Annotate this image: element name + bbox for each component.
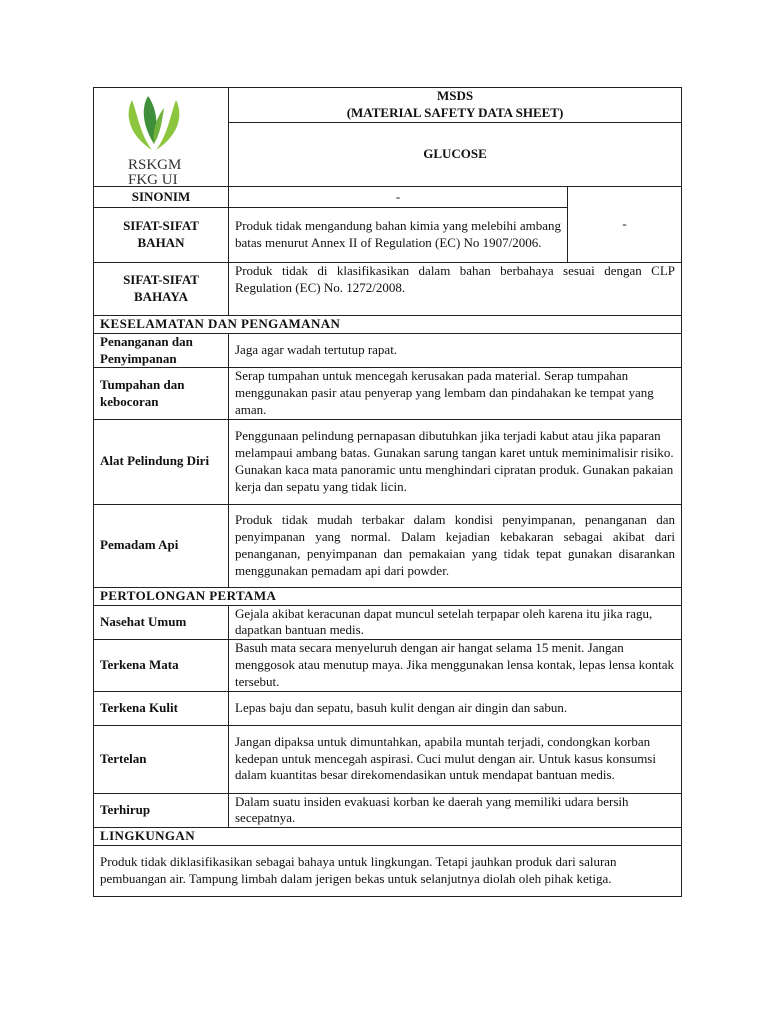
sinonim-value: - <box>229 187 568 208</box>
pemadam-api-label: Pemadam Api <box>94 504 229 587</box>
pertolongan-section-title: PERTOLONGAN PERTAMA <box>94 587 682 605</box>
terkena-mata-label: Terkena Mata <box>94 640 229 691</box>
sifat-bahan-value: Produk tidak mengandung bahan kimia yang melebihi ambang batas menurut Annex II of Regulation (EC) No 1907/2006. <box>229 208 568 263</box>
lingkungan-value: Produk tidak diklasifikasikan sebagai bahaya untuk lingkungan. Tetapi jauhkan produk dari saluran pembuangan air. Tampung limbah dalam jerigen bekas untuk selanjutnya diolah oleh pihak ketiga. <box>94 845 682 896</box>
tertelan-label: Tertelan <box>94 725 229 793</box>
terkena-kulit-label: Terkena Kulit <box>94 691 229 725</box>
logo-text <box>128 158 181 187</box>
sifat-bahaya-value: Produk tidak di klasifikasikan dalam bahan berbahaya sesuai dengan CLP Regulation (EC) No. 1272/2008. <box>229 263 682 316</box>
sifat-bahan-extra: - <box>568 187 682 263</box>
terkena-kulit-value: Lepas baju dan sepatu, basuh kulit dengan air dingin dan sabun. <box>229 691 682 725</box>
sinonim-label: SINONIM <box>94 187 229 208</box>
tumpahan-label: Tumpahan dan kebocoran <box>94 368 229 419</box>
product-name: GLUCOSE <box>229 123 682 187</box>
msds-title: MSDS <box>436 88 474 104</box>
msds-title-cell <box>229 88 682 123</box>
sifat-bahaya-label: SIFAT-SIFAT BAHAYA <box>94 263 229 316</box>
alat-pelindung-value: Penggunaan pelindung pernapasan dibutuhkan jika terjadi kabut atau jika paparan melampaui ambang batas. Gunakan sarung tangan karet untuk meminimalisir risiko. Gunakan kaca mata panoramic untu menghindari cipratan produk. Gunakan pakaian kerja dan sepatu yang tidak licin. <box>229 419 682 504</box>
penanganan-label: Penanganan dan Penyimpanan <box>94 333 229 368</box>
lingkungan-section-title: LINGKUNGAN <box>94 828 682 846</box>
nasehat-umum-label: Nasehat Umum <box>94 605 229 640</box>
keselamatan-section-title: KESELAMATAN DAN PENGAMANAN <box>94 316 682 334</box>
logo-cell <box>94 88 229 187</box>
terkena-mata-value: Basuh mata secara menyeluruh dengan air hangat selama 15 menit. Jangan menggosok atau menutup maya. Jika menggunakan lensa kontak, lepas lensa kontak tersebut. <box>229 640 682 691</box>
logo-line1: RSKGM <box>128 157 182 173</box>
sifat-bahan-label: SIFAT-SIFAT BAHAN <box>94 208 229 263</box>
alat-pelindung-label: Alat Pelindung Diri <box>94 419 229 504</box>
tumpahan-value: Serap tumpahan untuk mencegah kerusakan pada material. Serap tumpahan menggunakan pasir atau penyerap yang lembam dan pindahakan ke tempat yang aman. <box>229 368 682 419</box>
msds-subtitle: (MATERIAL SAFETY DATA SHEET) <box>346 105 564 120</box>
pemadam-api-value: Produk tidak mudah terbakar dalam kondisi penyimpanan, penanganan dan penyimpanan yang normal. Dalam kejadian kebakaran sebagai akibat dari penanganan, penyimpanan dan pemakaian yang tidak tepat gunakan disarankan menggunakan pemadam api dari powder. <box>229 504 682 587</box>
logo-line2: FKG UI <box>128 172 178 187</box>
rskgm-leaf-logo-icon <box>118 92 190 158</box>
terhirup-value: Dalam suatu insiden evakuasi korban ke daerah yang memiliki udara bersih secepatnya. <box>229 793 682 828</box>
nasehat-umum-value: Gejala akibat keracunan dapat muncul setelah terpapar oleh karena itu jika ragu, dapatkan bantuan medis. <box>229 605 682 640</box>
terhirup-label: Terhirup <box>94 793 229 828</box>
penanganan-value: Jaga agar wadah tertutup rapat. <box>229 333 682 368</box>
msds-table <box>93 87 682 897</box>
tertelan-value: Jangan dipaksa untuk dimuntahkan, apabila muntah terjadi, condongkan korban kedepan untuk mencegah aspirasi. Cuci mulut dengan air. Untuk kasus konsumsi dalam kuantitas besar direkomendasikan untuk mendapat bantuan medis. <box>229 725 682 793</box>
